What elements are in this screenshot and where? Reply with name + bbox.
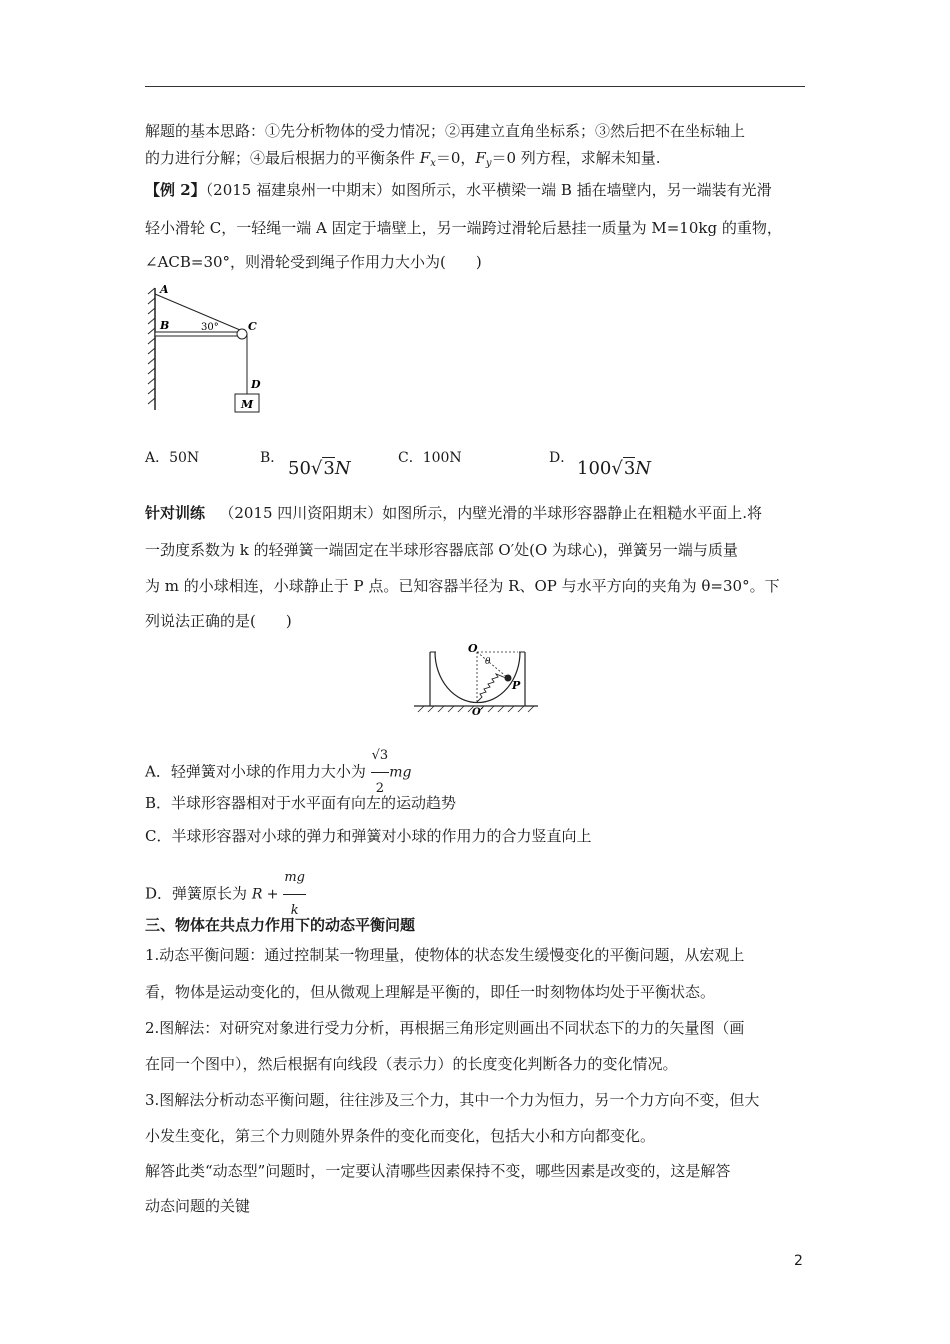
label-m: M xyxy=(241,398,254,411)
option-d-rad: 3 xyxy=(623,458,636,479)
section3-p1-line1: 1.动态平衡问题：通过控制某一物理量，使物体的状态发生缓慢变化的平衡问题，从宏观上 xyxy=(145,946,745,964)
option-d-coef: 100 xyxy=(577,458,612,479)
section3-heading: 三、物体在共点力作用下的动态平衡问题 xyxy=(145,916,416,934)
option-d-value: 100√3N xyxy=(577,458,652,479)
page-number: 2 xyxy=(794,1253,803,1269)
option-b-rad: 3 xyxy=(323,458,335,479)
option-b-coef: 50 xyxy=(288,458,311,479)
training-line-2: 一劲度系数为 k 的轻弹簧一端固定在半球形容器底部 O′处(O 为球心)，弹簧另一端与质量 xyxy=(145,541,738,559)
training-option-a-mg: mg xyxy=(389,764,412,781)
example2-line-2: 轻小滑轮 C，一轻绳一端 A 固定于墙壁上，另一端跨过滑轮后悬挂一质量为 M=10kg 的重物， xyxy=(145,219,782,237)
option-b-unit: N xyxy=(334,458,351,479)
training-text-1: （2015 四川资阳期末）如图所示，内壁光滑的半球形容器静止在粗糙水平面上.将 xyxy=(219,504,763,522)
fy-equation: ＝0 列方程，求解未知量. xyxy=(491,149,661,167)
fy-subscript: y xyxy=(485,158,492,169)
option-b-label: B． xyxy=(260,450,285,466)
fraction-numerator: √3 xyxy=(371,740,390,773)
label-p: P xyxy=(512,679,521,692)
fraction-mg-numerator: mg xyxy=(283,862,306,895)
label-d: D xyxy=(251,378,261,391)
section3-p4-line1: 解答此类“动态型”问题时，一定要认清哪些因素保持不变，哪些因素是改变的，这是解答 xyxy=(145,1162,731,1180)
fraction-k-denominator: k xyxy=(290,903,299,918)
label-o: O xyxy=(468,642,478,655)
fy-symbol: F xyxy=(475,149,486,167)
section3-p3-line1: 3.图解法分析动态平衡问题，往往涉及三个力，其中一个力为恒力，另一个力方向不变，但大 xyxy=(145,1091,760,1109)
label-b: B xyxy=(160,319,170,332)
training-label: 针对训练 xyxy=(145,504,206,522)
label-theta: θ xyxy=(485,657,491,667)
section3-p4-line2: 动态问题的关键 xyxy=(145,1197,251,1215)
intro-line-1: 解题的基本思路：①先分析物体的受力情况；②再建立直角坐标系；③然后把不在坐标轴上 xyxy=(145,122,746,140)
section3-p2-line1: 2.图解法：对研究对象进行受力分析，再根据三角形定则画出不同状态下的力的矢量图（画 xyxy=(145,1019,745,1037)
intro-line-2 xyxy=(145,148,661,174)
training-option-d-r: R + xyxy=(251,886,279,903)
label-o-prime: O′ xyxy=(472,707,484,718)
fraction-denominator: 2 xyxy=(375,781,385,796)
angle-label: 30° xyxy=(201,322,219,333)
option-a: A．50N xyxy=(145,450,200,466)
training-option-b: B．半球形容器相对于水平面有向左的运动趋势 xyxy=(145,794,457,812)
option-c: C．100N xyxy=(398,450,462,466)
example2-text-1: （2015 福建泉州一中期末）如图所示，水平横梁一端 B 插在墙壁内，另一端装有光滑 xyxy=(205,181,772,199)
fx-equation: ＝0， xyxy=(435,149,476,167)
training-option-d-text: D．弹簧原长为 xyxy=(145,884,248,903)
intro-line-2-text: 的力进行分解；④最后根据力的平衡条件 xyxy=(145,149,416,167)
label-a: A xyxy=(160,283,169,296)
hemisphere-figure xyxy=(410,642,542,718)
section3-p1-line2: 看，物体是运动变化的，但从微观上理解是平衡的，即任一时刻物体均处于平衡状态。 xyxy=(145,983,716,1001)
training-option-c: C．半球形容器对小球的弹力和弹簧对小球的作用力的合力竖直向上 xyxy=(145,827,592,845)
example2-line-1 xyxy=(145,180,772,200)
example2-label: 【例 2】 xyxy=(145,181,206,199)
fx-symbol: F xyxy=(419,149,431,167)
training-option-a-text: A．轻弹簧对小球的作用力大小为 xyxy=(145,762,366,781)
header-rule xyxy=(145,86,805,87)
option-b-value: 50√3N xyxy=(288,458,351,479)
pulley-figure xyxy=(145,282,265,422)
training-line-1 xyxy=(145,503,762,523)
example2-line-3: ∠ACB=30°，则滑轮受到绳子作用力大小为( ) xyxy=(145,253,482,271)
option-d-label: D． xyxy=(549,450,575,466)
fx-subscript: x xyxy=(430,158,436,169)
training-line-3: 为 m 的小球相连，小球静止于 P 点。已知容器半径为 R、OP 与水平方向的夹角为 θ=30°。下 xyxy=(145,577,780,595)
section3-p2-line2: 在同一个图中），然后根据有向线段（表示力）的长度变化判断各力的变化情况。 xyxy=(145,1055,678,1073)
section3-p3-line2: 小发生变化，第三个力则随外界条件的变化而变化，包括大小和方向都变化。 xyxy=(145,1127,656,1145)
training-line-4: 列说法正确的是( ) xyxy=(145,612,292,630)
option-d-unit: N xyxy=(635,458,652,479)
label-c: C xyxy=(248,320,257,333)
